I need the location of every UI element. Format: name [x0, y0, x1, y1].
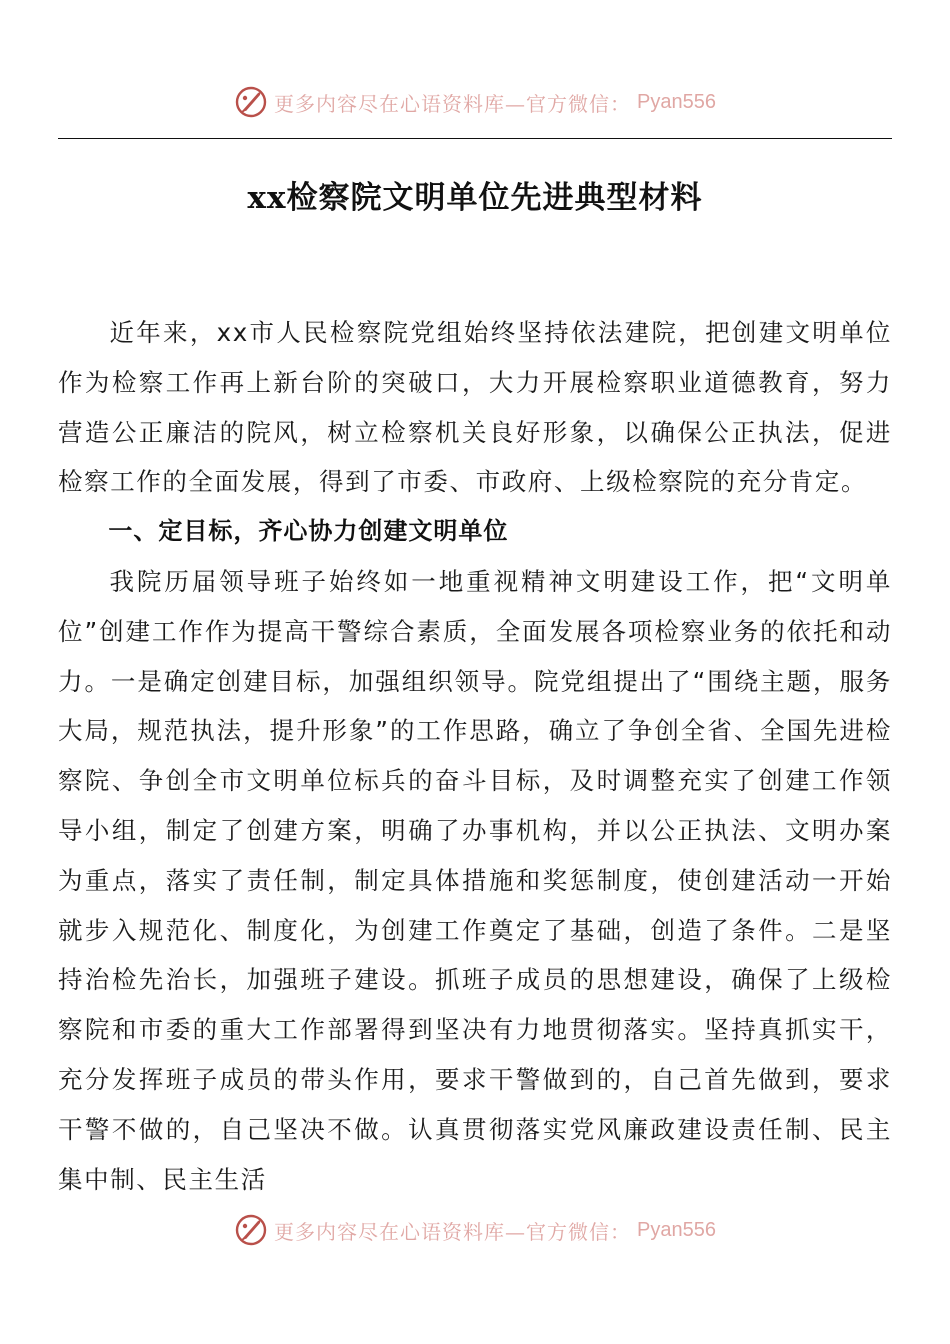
document-title: xx检察院文明单位先进典型材料 — [247, 180, 703, 216]
quill-pen-logo-icon — [234, 85, 268, 119]
footer-banner-wechat-id: Pyan556 — [637, 1218, 716, 1241]
quill-pen-logo-icon — [234, 1213, 268, 1247]
section-heading: 一、定目标，齐心协力创建文明单位 — [108, 517, 509, 546]
intro-paragraph: 近年来，xx市人民检察院党组始终坚持依法建院，把创建文明单位作为检察工作再上新台阶的突破口，大力开展检察职业道德教育，努力营造公正廉洁的院风，树立检察机关良好形象，以确保公正执法，促进检察工作的全面发展，得到了市委、市政府、上级检察院的充分肯定。 — [58, 318, 892, 497]
header-divider — [58, 138, 892, 139]
section-paragraph: 我院历届领导班子始终如一地重视精神文明建设工作，把“文明单位”创建工作作为提高干警综合素质，全面发展各项检察业务的依托和动力。一是确定创建目标，加强组织领导。院党组提出了“围绕主题，服务大局，规范执法，提升形象”的工作思路，确立了争创全省、全国先进检察院、争创全市文明单位标兵的奋斗目标，及时调整充实了创建工作领导小组，制定了创建方案，明确了办事机构，并以公正执法、文明办案为重点，落实了责任制，制定具体措施和奖惩制度，使创建活动一开始就步入规范化、制度化，为创建工作奠定了基础，创造了条件。二是坚持治检先治长，加强班子建设。抓班子成员的思想建设，确保了上级检察院和市委的重大工作部署得到坚决有力地贯彻落实。坚持真抓实干，充分发挥班子成员的带头作用，要求干警做到的，自己首先做到，要求干警不做的，自己坚决不做。认真贯彻落实党风廉政建设责任制、民主集中制、民主生活 — [58, 566, 892, 1194]
footer-banner — [0, 1210, 950, 1250]
footer-banner-text: 更多内容尽在心语资料库—官方微信： — [274, 1219, 632, 1244]
header-banner-wechat-id: Pyan556 — [637, 90, 716, 113]
document-body — [58, 308, 892, 1204]
header-banner-text: 更多内容尽在心语资料库—官方微信： — [274, 91, 632, 116]
header-banner — [0, 82, 950, 122]
